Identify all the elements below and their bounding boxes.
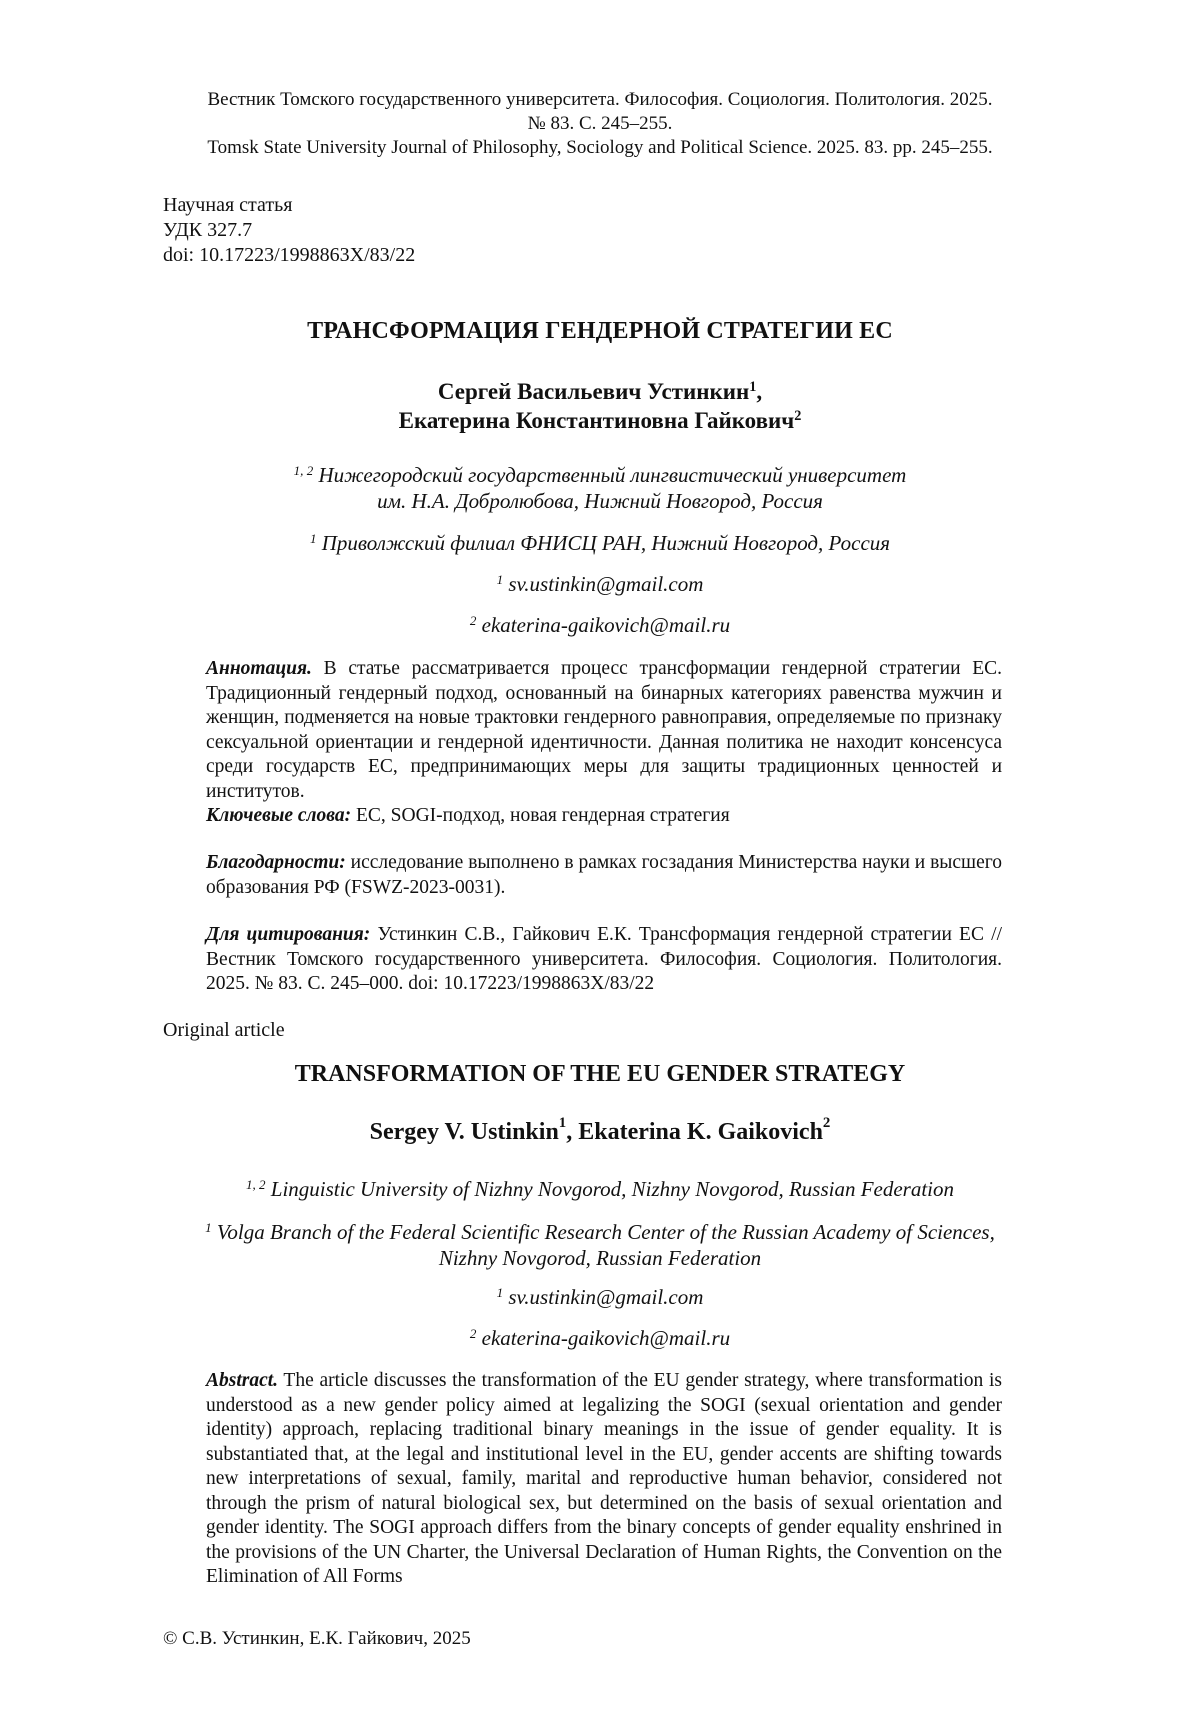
aff-text: Приволжский филиал ФНИСЦ РАН, Нижний Новгород, Россия	[321, 531, 891, 555]
affiliation-ru-2	[0, 530, 1200, 556]
keywords-ru	[206, 804, 1002, 829]
cite-text: Устинкин С.В., Гайкович Е.К. Трансформация гендерной стратегии ЕС // Вестник Томского государственного университета. Философия. Социология. Политология. 2025. № 83. С. 245–000. doi: 10.17223/1998863Х/83/22	[206, 924, 1002, 994]
journal-header	[150, 88, 1050, 160]
authors-en: Sergey V. Ustinkin$^1$, Ekaterina K. Gaikovich$^2$	[369, 1115, 831, 1145]
email-link[interactable]: sv.ustinkin@gmail.com	[508, 572, 704, 596]
page-title-ru: ТРАНСФОРМАЦИЯ ГЕНДЕРНОЙ СТРАТЕГИИ ЕС	[307, 318, 893, 344]
abstract-en	[206, 1369, 1002, 1590]
email-sup: 1	[496, 572, 504, 587]
abstract-text: The article discusses the transformation of the EU gender strategy, where transformation is understood as a new gender policy aimed at legalizing the SOGI (sexual orientation and gender identity) approach, replacing traditional binary meanings in the issue of gender equality. It is substantiated that, at the legal and institutional level in the EU, gender accents are shifting towards new interpretations of sexual, family, marital and reproductive human behavior, considered not through the prism of natural biological sex, but determined on the basis of sexual orientation and gender identity. The SOGI approach differs from the binary concepts of gender equality enshrined in the provisions of the UN Charter, the Universal Declaration of Human Rights, the Convention on the Elimination of All Forms	[206, 1370, 1002, 1587]
ack-label: Благодарности:	[206, 852, 346, 873]
acknowledgements	[206, 851, 1002, 900]
affiliation-en-1	[0, 1176, 1200, 1202]
aff-sup: 1	[309, 531, 317, 546]
email-link[interactable]: sv.ustinkin@gmail.com	[508, 1285, 704, 1309]
keywords-label: Ключевые слова:	[206, 805, 352, 826]
aff-sup: 1, 2	[245, 1177, 266, 1192]
aff-sup: 1, 2	[293, 463, 314, 478]
copyright: © С.В. Устинкин, Е.К. Гайкович, 2025	[163, 1628, 471, 1649]
authors-ru: Сергей Васильевич Устинкин$^1$, Екатерина Константиновна Гайкович$^2$	[398, 379, 802, 433]
aff-text: Volga Branch of the Federal Scientific Research Center of the Russian Academy of Sciences,	[216, 1220, 995, 1244]
journal-line-en: Tomsk State University Journal of Philosophy, Sociology and Political Science. 2025. 83. pp. 245–255.	[207, 137, 993, 158]
article-type-en: Original article	[163, 1019, 285, 1041]
email-ru-2	[0, 612, 1200, 638]
keywords-text: ЕС, SOGI-подход, новая гендерная стратегия	[355, 805, 730, 826]
aff-text: Нижегородский государственный лингвистический университет	[318, 463, 907, 487]
author-name: Sergey V. Ustinkin	[369, 1119, 559, 1145]
aff-text: им. Н.А. Добролюбова, Нижний Новгород, Россия	[377, 489, 823, 513]
page-title-en: TRANSFORMATION OF THE EU GENDER STRATEGY	[294, 1061, 906, 1087]
article-meta	[163, 193, 415, 268]
journal-issue-ru: № 83. С. 245–255.	[527, 113, 673, 134]
author-sup: 1	[558, 1115, 567, 1131]
doi: doi: 10.17223/1998863Х/83/22	[163, 244, 416, 266]
cite-label: Для цитирования:	[206, 924, 371, 945]
email-sup: 1	[496, 1285, 504, 1300]
abstract-text: В статье рассматривается процесс трансформации гендерной стратегии ЕС. Традиционный гендерный подход, основанный на бинарных категориях равенства мужчин и женщин, подменяется на новые трактовки гендерного равноправия, определяемые по признаку сексуальной ориентации и гендерной идентичности. Данная политика не находит консенсуса среди государств ЕС, предпринимающих меры для защиты традиционных ценностей и институтов.	[206, 658, 1002, 802]
aff-text: Nizhny Novgorod, Russian Federation	[438, 1246, 762, 1270]
abstract-label: Abstract.	[206, 1370, 279, 1391]
author-sup: 1	[749, 379, 757, 395]
ack-text: исследование выполнено в рамках госзадания Министерства науки и высшего образования РФ (FSWZ-2023-0031).	[206, 852, 1002, 898]
email-sup: 2	[469, 1326, 477, 1341]
aff-sup: 1	[205, 1220, 212, 1235]
author-name: Екатерина Константиновна Гайкович	[398, 408, 795, 433]
author-name: Ekaterina K. Gaikovich	[578, 1119, 823, 1145]
email-link[interactable]: ekaterina-gaikovich@mail.ru	[481, 613, 731, 637]
author-sup: 2	[794, 408, 802, 424]
citation	[206, 923, 1002, 997]
udc: УДК 327.7	[163, 219, 253, 241]
journal-line-ru: Вестник Томского государственного университета. Философия. Социология. Политология. 2025.	[207, 89, 993, 110]
author-sup: 2	[822, 1115, 831, 1131]
abstract-ru	[206, 657, 1002, 804]
email-sup: 2	[469, 613, 477, 628]
affiliation-en-2	[0, 1219, 1200, 1271]
email-ru-1	[0, 571, 1200, 597]
affiliation-ru-1	[0, 462, 1200, 514]
email-en-1	[0, 1284, 1200, 1310]
author-name: Сергей Васильевич Устинкин	[437, 379, 750, 404]
article-type-ru: Научная статья	[163, 194, 293, 216]
aff-text: Linguistic University of Nizhny Novgorod, Nizhny Novgorod, Russian Federation	[270, 1177, 955, 1201]
email-link[interactable]: ekaterina-gaikovich@mail.ru	[481, 1326, 731, 1350]
email-en-2	[0, 1325, 1200, 1351]
abstract-label: Аннотация.	[206, 658, 312, 679]
